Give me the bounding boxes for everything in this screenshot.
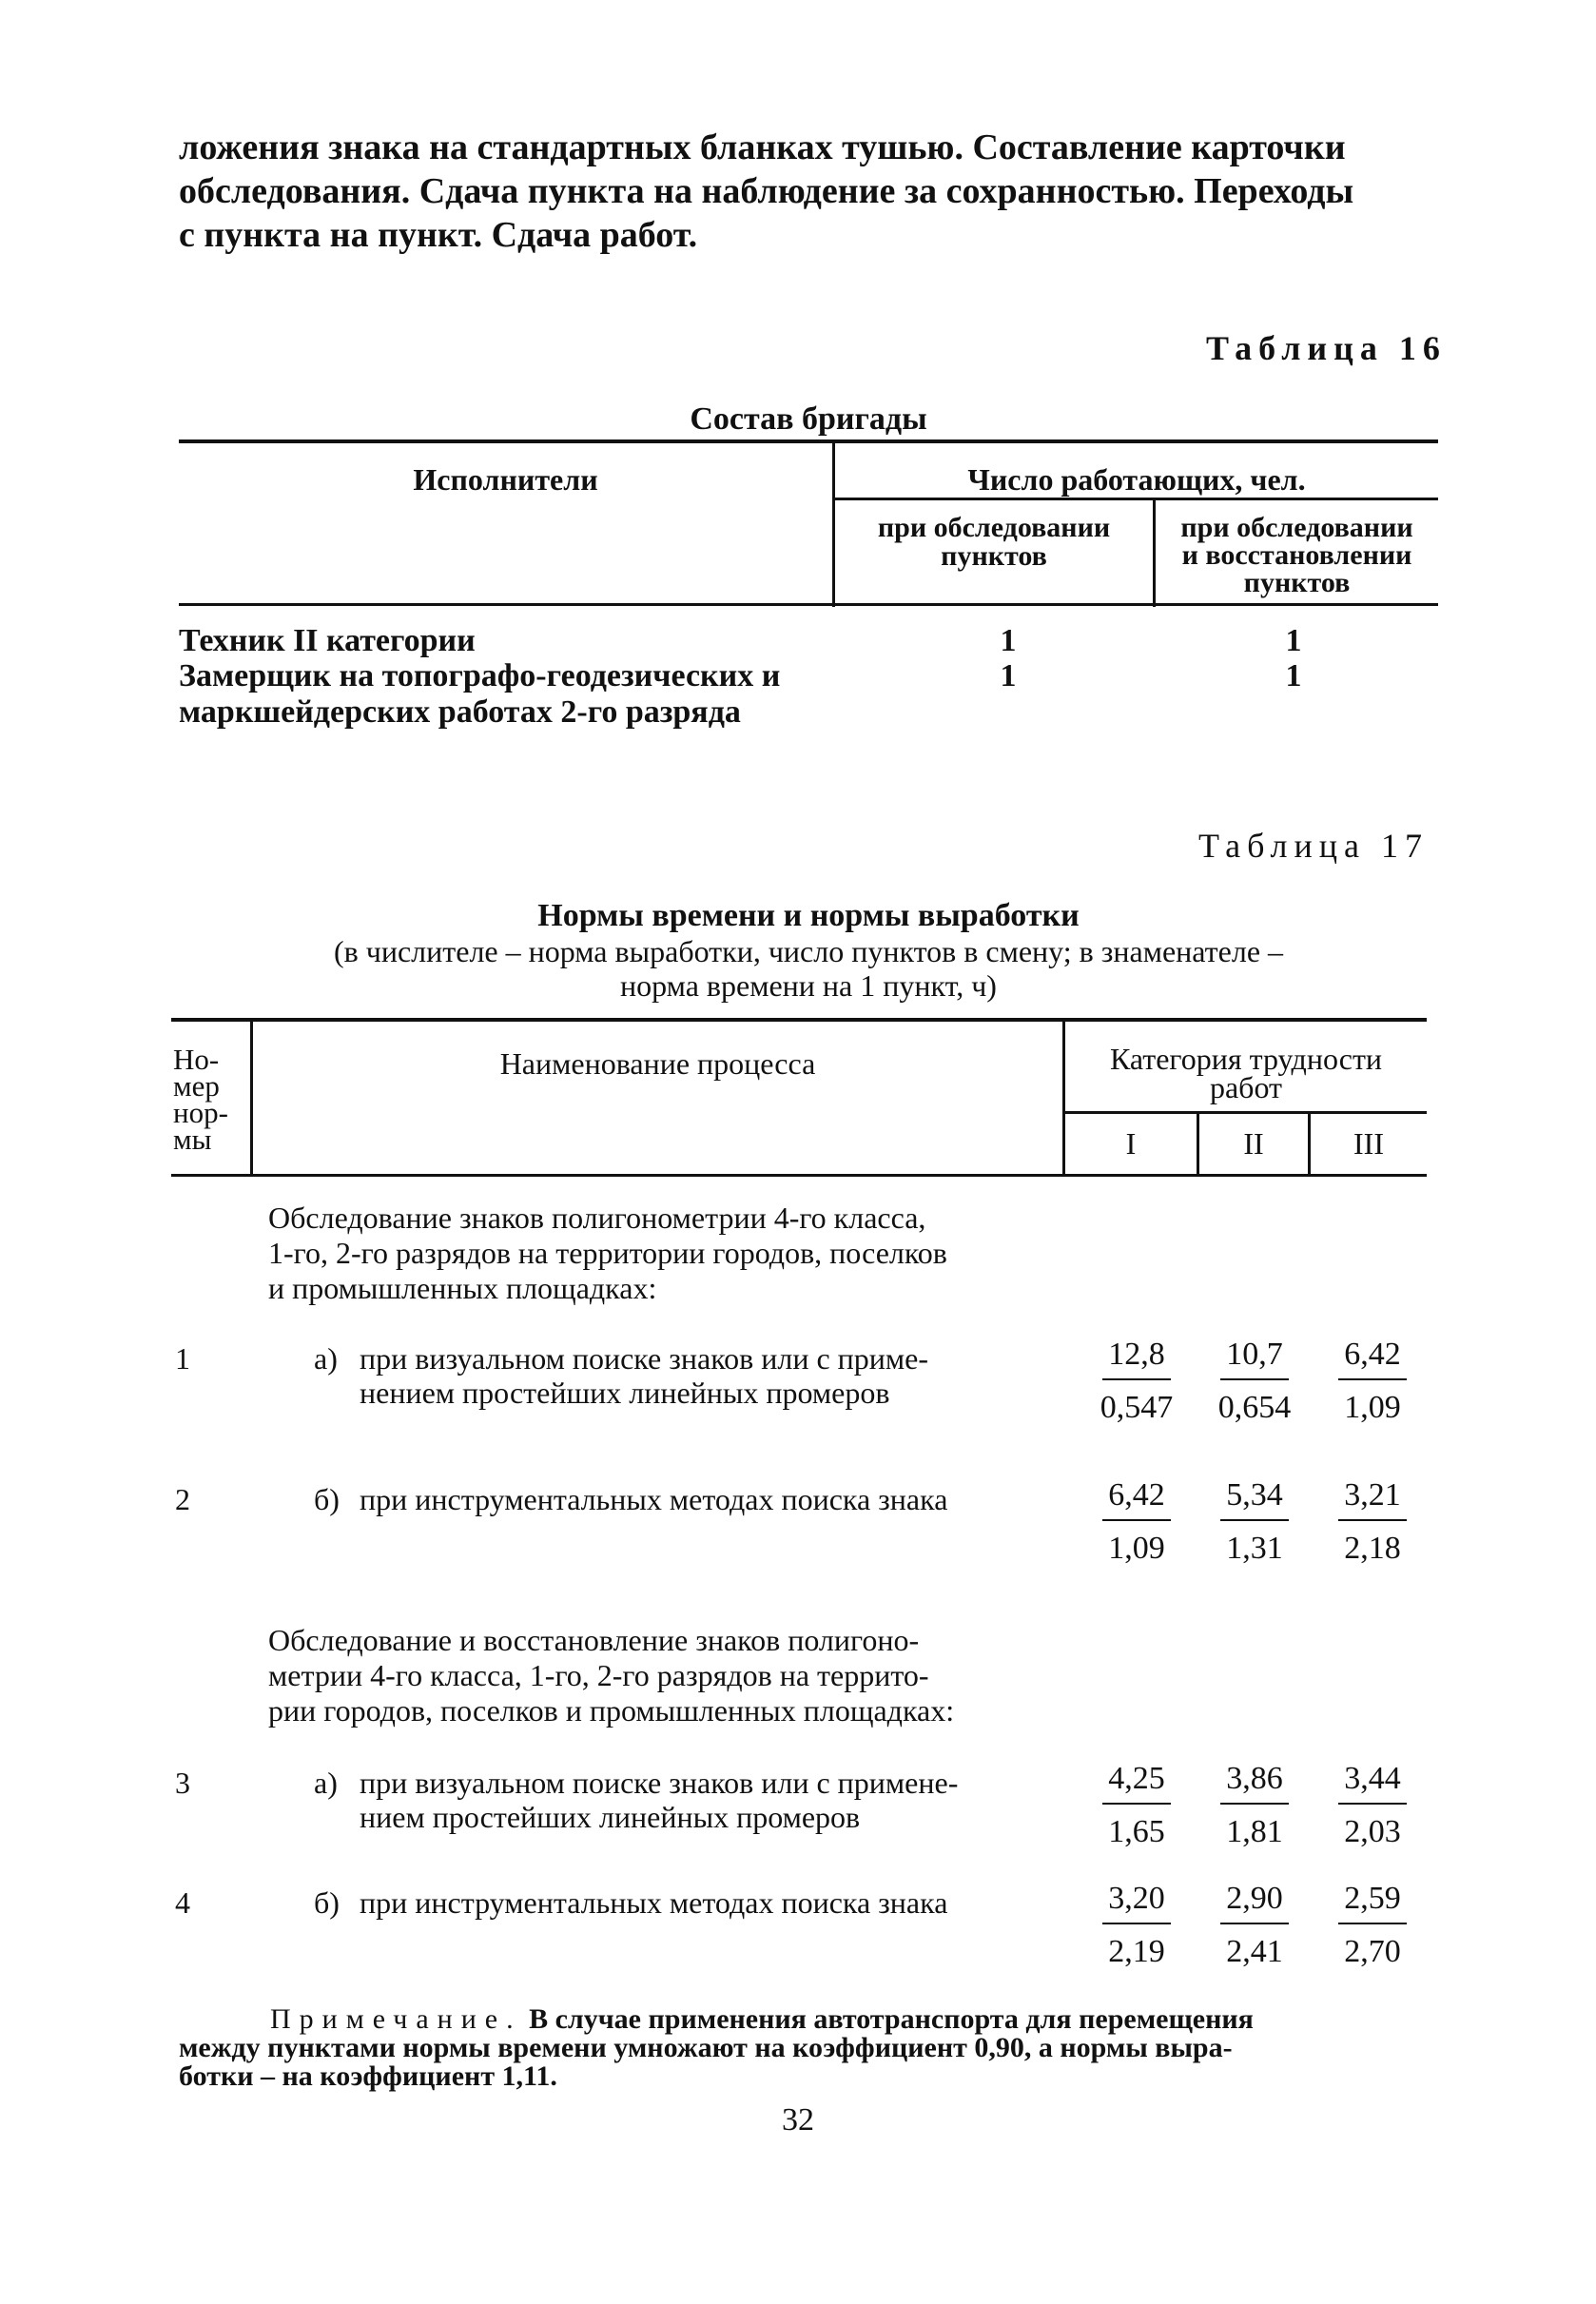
table17-divider xyxy=(250,1022,253,1176)
table16-col-performers: Исполнители xyxy=(413,462,598,497)
note-text: между пунктами нормы времени умножают на коэффициент 0,90, а нормы выра- xyxy=(179,2032,1233,2063)
table16-row-name: Техник II категории xyxy=(179,623,476,658)
table17-category-header: III xyxy=(1353,1126,1384,1161)
table17-value: $\frac{3,86}{1,81}$ xyxy=(1202,1761,1307,1850)
table17-subtitle: норма времени на 1 пункт, ч) xyxy=(620,968,997,1003)
intro-line: с пункта на пункт. Сдача работ. xyxy=(179,215,698,255)
table17-title: Нормы времени и нормы выработки xyxy=(537,898,1080,933)
intro-paragraph xyxy=(179,126,1444,257)
intro-line: обследования. Сдача пункта на наблюдение за сохранностью. Переходы xyxy=(179,171,1354,211)
table17-header-bottom-rule xyxy=(171,1174,1427,1177)
table16-title: Состав бригады xyxy=(690,401,927,437)
table17-value: $\frac{6,42}{1,09}$ xyxy=(1084,1477,1189,1567)
table16-row-value: 1 xyxy=(1285,658,1302,693)
table16-row-value: 1 xyxy=(1000,623,1017,658)
table17-value: $\frac{5,34}{1,31}$ xyxy=(1202,1477,1307,1567)
table17-category-header: II xyxy=(1243,1126,1264,1161)
table17-row-label: б) xyxy=(314,1482,340,1516)
table17-value: $\frac{3,21}{2,18}$ xyxy=(1320,1477,1425,1567)
table17-row-text: при визуальном поиске знаков или с приме- нением простейших линейных промеров xyxy=(360,1341,929,1410)
table16-row-name: Замерщик на топографо-геодезических и xyxy=(179,658,781,693)
note-text: В случае применения автотранспорта для перемещения xyxy=(529,2003,1254,2035)
table16-header-rule xyxy=(832,498,1438,500)
note-text: ботки – на коэффициент 1,11. xyxy=(179,2060,557,2092)
table17-row-text: при визуальном поиске знаков или с примене- нием простейших линейных промеров xyxy=(360,1766,959,1834)
note-label: Примечание. xyxy=(270,2003,522,2035)
table17-row-label: а) xyxy=(314,1341,338,1376)
table17-caption: Таблица 17 xyxy=(1198,827,1429,865)
table17-row-num: 1 xyxy=(175,1341,190,1376)
table17-row-text: при инструментальных методах поиска знака xyxy=(360,1482,948,1516)
table17-col-process: Наименование процесса xyxy=(499,1046,816,1081)
table17-value: $\frac{4,25}{1,65}$ xyxy=(1084,1761,1189,1850)
table16-row-value: 1 xyxy=(1285,623,1302,658)
table17-col-category: Категория трудности работ xyxy=(1109,1042,1383,1104)
table17-value: $\frac{3,44}{2,03}$ xyxy=(1320,1761,1425,1850)
table16-row-name-cont: маркшейдерских работах 2-го разряда xyxy=(179,694,741,730)
table16-row-value: 1 xyxy=(1000,658,1017,693)
intro-line: ложения знака на стандартных бланках тушью. Составление карточки xyxy=(179,127,1346,167)
table17-value: $\frac{6,42}{1,09}$ xyxy=(1320,1337,1425,1426)
table16-top-rule xyxy=(179,439,1438,443)
table17-section-heading: Обследование знаков полигонометрии 4-го класса, 1-го, 2-го разрядов на территории городов, поселков и промышленных площадках: xyxy=(268,1201,947,1305)
table17-row-label: а) xyxy=(314,1766,338,1800)
table17-row-num: 2 xyxy=(175,1482,190,1516)
table16-sub-restore: при обследовании и восстановлении пунктов xyxy=(1180,512,1413,598)
table17-category-rule xyxy=(1062,1111,1427,1114)
table17-value: $\frac{10,7}{0,654}$ xyxy=(1217,1337,1292,1425)
table16-header-bottom-rule xyxy=(179,603,1438,606)
table17-section-heading: Обследование и восстановление знаков полигоно- метрии 4-го класса, 1-го, 2-го разрядов на террито- рии городов, поселков и промышленных площадках: xyxy=(268,1623,955,1728)
table17-value: $\frac{2,90}{2,41}$ xyxy=(1202,1881,1307,1970)
table17-subtitle: (в числителе – норма выработки, число пунктов в смену; в знаменателе – xyxy=(333,934,1284,968)
table17-note xyxy=(179,2005,1444,2091)
table16-caption: Таблица 16 xyxy=(1206,329,1447,367)
table17-value: $\frac{2,59}{2,70}$ xyxy=(1320,1881,1425,1970)
table17-value: $\frac{12,8}{0,547}$ xyxy=(1100,1337,1174,1425)
table16-sub-inspection: при обследовании пунктов xyxy=(877,512,1111,572)
table17-value: $\frac{3,20}{2,19}$ xyxy=(1084,1881,1189,1970)
table17-top-rule xyxy=(171,1018,1427,1022)
table17-row-label: б) xyxy=(314,1885,340,1920)
table17-row-num: 3 xyxy=(175,1766,190,1800)
table17-row-text: при инструментальных методах поиска знака xyxy=(360,1885,948,1920)
table17-col-num: Но- мер нор- мы xyxy=(173,1043,228,1156)
page-number: 32 xyxy=(782,2102,814,2138)
table17-row-num: 4 xyxy=(175,1885,190,1920)
table17-category-header: I xyxy=(1125,1126,1137,1161)
table16-col-workers: Число работающих, чел. xyxy=(967,462,1306,497)
